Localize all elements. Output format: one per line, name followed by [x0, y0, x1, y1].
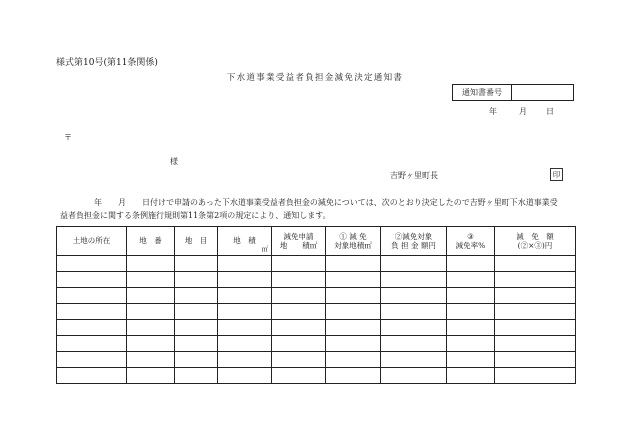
reduction-table: [56, 226, 576, 384]
table-cell[interactable]: [57, 336, 127, 352]
table-cell[interactable]: [127, 256, 175, 272]
table-cell[interactable]: [272, 352, 326, 368]
table-row: [57, 352, 576, 368]
header-requested-area: 減免申請 地 積㎡: [272, 227, 326, 256]
table-cell[interactable]: [381, 336, 447, 352]
table-cell[interactable]: [447, 320, 495, 336]
notice-number-box: [452, 84, 574, 101]
form-number: 様式第10号(第11条関係): [56, 58, 158, 68]
table-row: [57, 320, 576, 336]
seal-stamp: 印: [550, 168, 563, 181]
table-cell[interactable]: [127, 368, 175, 384]
table-cell[interactable]: [218, 288, 272, 304]
table-cell[interactable]: [175, 368, 218, 384]
table-cell[interactable]: [272, 256, 326, 272]
table-cell[interactable]: [326, 336, 381, 352]
table-cell[interactable]: [57, 304, 127, 320]
table-cell[interactable]: [495, 320, 576, 336]
table-cell[interactable]: [381, 368, 447, 384]
table-cell[interactable]: [495, 272, 576, 288]
table-cell[interactable]: [127, 352, 175, 368]
table-cell[interactable]: [175, 288, 218, 304]
table-cell[interactable]: [57, 320, 127, 336]
header-reduction-rate: ③ 減免率%: [447, 227, 495, 256]
table-cell[interactable]: [326, 256, 381, 272]
body-text-line-1: 年 月 日付けで申請のあった下水道事業受益者負担金の減免については、次のとおり決定したので吉野ヶ里町下水道事業受: [94, 198, 558, 207]
table-cell[interactable]: [218, 336, 272, 352]
date-month: 月: [519, 107, 527, 116]
table-cell[interactable]: [57, 368, 127, 384]
table-cell[interactable]: [495, 352, 576, 368]
table-row: [57, 368, 576, 384]
table-cell[interactable]: [57, 256, 127, 272]
header-area: 地 積 ㎡: [218, 227, 272, 256]
header-lot-number: 地 番: [127, 227, 175, 256]
date-line: [489, 108, 554, 116]
table-header-row: [57, 227, 576, 256]
addressee-suffix: 様: [170, 157, 178, 166]
table-cell[interactable]: [447, 336, 495, 352]
table-cell[interactable]: [495, 288, 576, 304]
table-cell[interactable]: [175, 320, 218, 336]
date-day: 日: [546, 107, 554, 116]
table-cell[interactable]: [381, 352, 447, 368]
document-title: 下水道事業受益者負担金減免決定通知書: [226, 73, 404, 83]
table-cell[interactable]: [272, 272, 326, 288]
table-cell[interactable]: [175, 272, 218, 288]
table-cell[interactable]: [381, 304, 447, 320]
table-cell[interactable]: [175, 336, 218, 352]
table-cell[interactable]: [381, 256, 447, 272]
table-row: [57, 272, 576, 288]
table-cell[interactable]: [495, 304, 576, 320]
table-cell[interactable]: [495, 336, 576, 352]
table-cell[interactable]: [175, 352, 218, 368]
table-cell[interactable]: [218, 320, 272, 336]
issuer-name: 吉野ヶ里町長: [390, 171, 438, 180]
table-cell[interactable]: [127, 320, 175, 336]
header-location: 土地の所在: [57, 227, 127, 256]
table-cell[interactable]: [447, 256, 495, 272]
table-cell[interactable]: [127, 272, 175, 288]
header-land-category: 地 目: [175, 227, 218, 256]
table-cell[interactable]: [447, 304, 495, 320]
table-row: [57, 288, 576, 304]
table-cell[interactable]: [57, 272, 127, 288]
table-cell[interactable]: [175, 304, 218, 320]
table-cell[interactable]: [272, 336, 326, 352]
table-cell[interactable]: [326, 352, 381, 368]
table-cell[interactable]: [326, 272, 381, 288]
table-cell[interactable]: [326, 368, 381, 384]
table-cell[interactable]: [57, 288, 127, 304]
table-cell[interactable]: [447, 288, 495, 304]
header-charge-amount: ②減免対象 負 担 金 額円: [381, 227, 447, 256]
table-cell[interactable]: [218, 256, 272, 272]
table-cell[interactable]: [272, 320, 326, 336]
table-cell[interactable]: [447, 272, 495, 288]
table-cell[interactable]: [175, 256, 218, 272]
date-year: 年: [489, 107, 497, 116]
table-cell[interactable]: [495, 368, 576, 384]
table-cell[interactable]: [381, 272, 447, 288]
table-row: [57, 256, 576, 272]
body-text-line-2: 益者負担金に関する条例施行規則第11条第2項の規定により、通知します。: [60, 211, 331, 220]
notice-number-field[interactable]: [512, 85, 573, 100]
table-cell[interactable]: [495, 256, 576, 272]
table-cell[interactable]: [447, 368, 495, 384]
table-cell[interactable]: [57, 352, 127, 368]
header-reduction-area: ① 減 免 対象地積㎡: [326, 227, 381, 256]
postal-mark: 〒: [64, 133, 72, 142]
notice-number-label: 通知書番号: [453, 85, 512, 100]
table-cell[interactable]: [218, 352, 272, 368]
table-cell[interactable]: [272, 288, 326, 304]
table-cell[interactable]: [127, 304, 175, 320]
table-cell[interactable]: [272, 304, 326, 320]
table-cell[interactable]: [326, 304, 381, 320]
table-cell[interactable]: [326, 320, 381, 336]
table-cell[interactable]: [447, 352, 495, 368]
header-reduction-amount: 減 免 額 (②×③)円: [495, 227, 576, 256]
table-cell[interactable]: [381, 288, 447, 304]
table-cell[interactable]: [218, 304, 272, 320]
table-cell[interactable]: [127, 288, 175, 304]
table-row: [57, 336, 576, 352]
table-cell[interactable]: [272, 368, 326, 384]
table-cell[interactable]: [381, 320, 447, 336]
table-cell[interactable]: [218, 272, 272, 288]
table-cell[interactable]: [326, 288, 381, 304]
table-row: [57, 304, 576, 320]
table-cell[interactable]: [127, 336, 175, 352]
table-cell[interactable]: [218, 368, 272, 384]
